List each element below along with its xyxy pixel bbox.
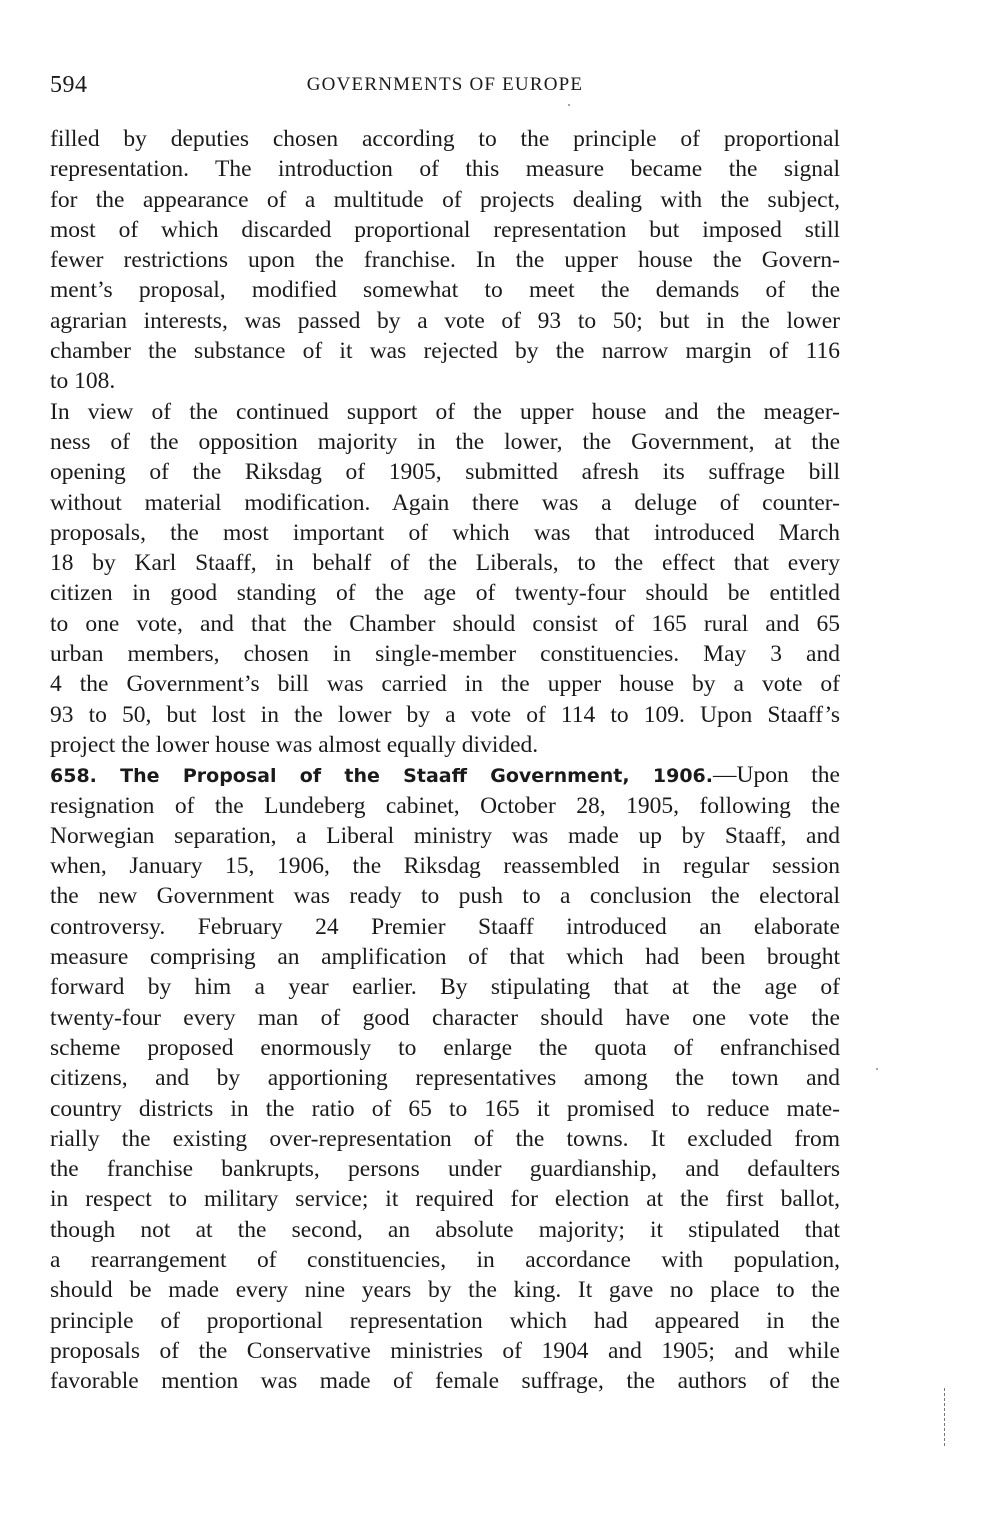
text-line bbox=[50, 942, 840, 972]
line-text: ment’s proposal, modified somewhat to meet the demands of the bbox=[50, 277, 840, 304]
text-line bbox=[50, 851, 840, 881]
line-text: controversy. February 24 Premier Staaff introduced an elaborate bbox=[50, 913, 840, 940]
line-text: resignation of the Lundeberg cabinet, October 28, 1905, following the bbox=[50, 792, 840, 819]
text-line bbox=[50, 1336, 840, 1366]
text-line bbox=[50, 427, 840, 457]
stray-mark bbox=[876, 1068, 878, 1070]
text-line bbox=[50, 548, 840, 578]
line-text: representation. The introduction of this measure became the signal bbox=[50, 156, 840, 183]
text-line bbox=[50, 1366, 840, 1396]
line-text: 18 by Karl Staaff, in behalf of the Liberals, to the effect that every bbox=[50, 550, 840, 577]
text-line bbox=[50, 1003, 840, 1033]
text-line bbox=[50, 1033, 840, 1063]
text-line bbox=[50, 791, 840, 821]
line-text: scheme proposed enormously to enlarge the quota of enfranchised bbox=[50, 1034, 840, 1061]
text-line bbox=[50, 639, 840, 669]
line-text: filled by deputies chosen according to the principle of proportional bbox=[50, 126, 840, 152]
line-text: without material modification. Again there was a deluge of counter- bbox=[50, 489, 840, 516]
page-header bbox=[50, 72, 840, 102]
text-line bbox=[50, 730, 840, 760]
text-line bbox=[50, 1215, 840, 1245]
line-text: principle of proportional representation which had appeared in the bbox=[50, 1307, 840, 1334]
line-text: forward by him a year earlier. By stipulating that at the age of bbox=[50, 974, 840, 1001]
line-text: proposals of the Conservative ministries of 1904 and 1905; and while bbox=[50, 1337, 840, 1364]
line-text: favorable mention was made of female suffrage, the authors of the bbox=[50, 1368, 840, 1395]
line-text: most of which discarded proportional representation but imposed still bbox=[50, 216, 840, 243]
text-line bbox=[50, 1094, 840, 1124]
text-line bbox=[50, 488, 840, 518]
text-line bbox=[50, 275, 840, 305]
text-line bbox=[50, 1063, 840, 1093]
line-text: in respect to military service; it required for election at the first ballot, bbox=[50, 1186, 840, 1213]
line-text: chamber the substance of it was rejected by the narrow margin of 116 bbox=[50, 338, 840, 365]
line-text: a rearrangement of constituencies, in accordance with population, bbox=[50, 1246, 840, 1273]
line-text: —Upon the bbox=[713, 762, 840, 789]
line-text: the franchise bankrupts, persons under guardianship, and defaulters bbox=[50, 1156, 840, 1183]
line-text: for the appearance of a multitude of projects dealing with the subject, bbox=[50, 186, 840, 213]
line-text: when, January 15, 1906, the Riksdag reassembled in regular session bbox=[50, 853, 840, 880]
page-number: 594 bbox=[50, 72, 88, 98]
line-text: to one vote, and that the Chamber should consist of 165 rural and 65 bbox=[50, 610, 840, 637]
text-line bbox=[50, 609, 840, 639]
line-text: urban members, chosen in single-member constituencies. May 3 and bbox=[50, 641, 840, 668]
line-text: to 108. bbox=[50, 368, 116, 395]
line-text: project the lower house was almost equally divided. bbox=[50, 731, 539, 758]
line-text: measure comprising an amplification of that which had been brought bbox=[50, 944, 840, 971]
line-text: proposals, the most important of which was that introduced March bbox=[50, 519, 840, 546]
line-text: citizen in good standing of the age of twenty-four should be entitled bbox=[50, 580, 840, 607]
line-text: rially the existing over-representation of the towns. It excluded from bbox=[50, 1125, 840, 1152]
text-line bbox=[50, 669, 840, 699]
line-text: citizens, and by apportioning representatives among the town and bbox=[50, 1065, 840, 1092]
section-heading: 658. The Proposal of the Staaff Government, 1906. bbox=[50, 765, 713, 788]
text-line bbox=[50, 700, 840, 730]
text-line bbox=[50, 306, 840, 336]
line-text: In view of the continued support of the upper house and the meager- bbox=[50, 398, 840, 425]
line-text: though not at the second, an absolute majority; it stipulated that bbox=[50, 1216, 840, 1243]
text-line bbox=[50, 821, 840, 851]
line-text: fewer restrictions upon the franchise. In the upper house the Govern- bbox=[50, 247, 840, 274]
text-line bbox=[50, 518, 840, 548]
stray-mark bbox=[568, 104, 570, 106]
running-head: GOVERNMENTS OF EUROPE bbox=[306, 74, 584, 95]
line-text: Norwegian separation, a Liberal ministry was made up by Staaff, and bbox=[50, 822, 840, 849]
text-line bbox=[50, 578, 840, 608]
line-text: the new Government was ready to push to a conclusion the electoral bbox=[50, 883, 840, 910]
text-line bbox=[50, 245, 840, 275]
text-line bbox=[50, 972, 840, 1002]
section-heading-line bbox=[50, 760, 840, 790]
line-text: should be made every nine years by the king. It gave no place to the bbox=[50, 1277, 840, 1304]
text-line bbox=[50, 1306, 840, 1336]
text-line bbox=[50, 185, 840, 215]
text-line bbox=[50, 124, 840, 154]
text-line bbox=[50, 366, 840, 396]
line-text: 93 to 50, but lost in the lower by a vote of 114 to 109. Upon Staaff’s bbox=[50, 701, 840, 728]
text-line bbox=[50, 1154, 840, 1184]
text-line bbox=[50, 457, 840, 487]
line-text: opening of the Riksdag of 1905, submitted afresh its suffrage bill bbox=[50, 459, 840, 486]
line-text: agrarian interests, was passed by a vote of 93 to 50; but in the lower bbox=[50, 307, 840, 334]
margin-mark bbox=[944, 1388, 946, 1446]
text-line bbox=[50, 336, 840, 366]
text-line bbox=[50, 1124, 840, 1154]
line-text: ness of the opposition majority in the lower, the Government, at the bbox=[50, 428, 840, 455]
line-text: twenty-four every man of good character should have one vote the bbox=[50, 1004, 840, 1031]
text-line bbox=[50, 397, 840, 427]
text-body bbox=[50, 124, 840, 1396]
text-line bbox=[50, 154, 840, 184]
text-line bbox=[50, 912, 840, 942]
text-line bbox=[50, 1275, 840, 1305]
text-line bbox=[50, 1184, 840, 1214]
text-line bbox=[50, 215, 840, 245]
line-text: country districts in the ratio of 65 to 165 it promised to reduce mate- bbox=[50, 1095, 840, 1122]
text-line bbox=[50, 881, 840, 911]
line-text: 4 the Government’s bill was carried in the upper house by a vote of bbox=[50, 671, 840, 698]
text-line bbox=[50, 1245, 840, 1275]
